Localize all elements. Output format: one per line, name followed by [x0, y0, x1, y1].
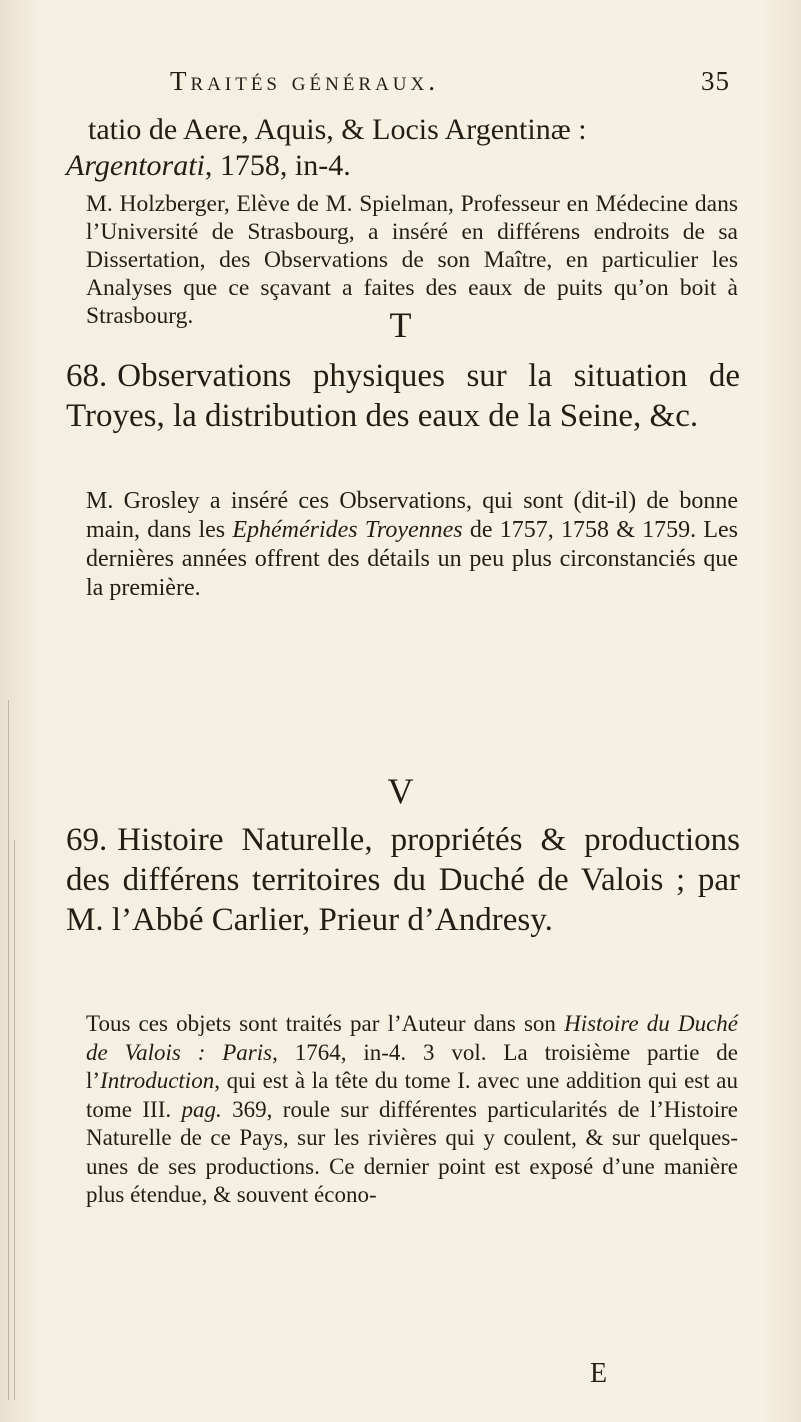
para2-text: M. Grosley a inséré ces Observations, qui sont (dit-il) de bonne main, dans les	[86, 488, 738, 543]
intro-place: Argentorati	[66, 149, 205, 182]
para3-italic: pag.	[181, 1096, 222, 1122]
signature-mark: E	[590, 1358, 608, 1389]
para3-text: , 1764, in-4. 3 vol. La troisième partie de l’	[86, 1039, 738, 1093]
paragraph-grosley	[66, 487, 738, 603]
intro-text	[66, 112, 736, 184]
entry-number: 68.	[66, 358, 108, 394]
para3-italic: Histoire du Duché de Valois : Paris	[86, 1011, 738, 1065]
intro-line-2	[66, 148, 736, 184]
section-letter-v: V	[387, 771, 414, 811]
intro-line-1: tatio de Aere, Aquis, & Locis Argentinæ :	[88, 113, 587, 146]
paragraph-carlier	[66, 1010, 738, 1210]
para3-italic: Introduction	[100, 1068, 215, 1093]
gutter-line	[14, 840, 15, 1400]
running-title: Traités généraux.	[170, 66, 439, 96]
running-head	[170, 66, 730, 97]
para3-text: Tous ces objets sont traités par l’Auteur dans son	[86, 1011, 565, 1036]
section-letter-t: T	[389, 305, 412, 345]
para2-text-end: de 1757, 1758 & 1759. Les dernières années offrent des détails un peu plus circonstanciés que la première.	[86, 517, 738, 601]
entry-title: Observations physiques sur la situation de Troyes, la distribution des eaux de la Seine, &c.	[66, 358, 740, 434]
page-number: 35	[701, 66, 730, 96]
paragraph-holzberger: M. Holzberger, Elève de M. Spielman, Professeur en Médecine dans l’Université de Strasbourg, a inséré en différens endroits de sa Dissertation, des Observations de son Maître, en particulier les Analyses que ce sçavant a faites des eaux de puits qu’on boit à Strasbourg.	[86, 191, 738, 329]
para2-italic: Ephémérides Troyennes	[232, 517, 463, 543]
intro-imprint: , 1758, in-4.	[204, 149, 351, 182]
entry-69	[66, 820, 740, 940]
entry-number: 69.	[66, 822, 108, 858]
para3-text: , qui est à la tête du tome I. avec une addition qui est au tome III.	[86, 1068, 738, 1122]
entry-68	[66, 356, 740, 436]
entry-title: Histoire Naturelle, propriétés & productions des différens territoires du Duché de Valois ; par M. l’Abbé Carlier, Prieur d’Andresy.	[66, 822, 740, 938]
para3-text: 369, roule sur différentes particularités de l’Histoire Naturelle de ce Pays, sur les rivières qui y coulent, & sur quelques-unes de ses productions. Ce dernier point est exposé d’une manière plus étendue, & souvent écono-	[86, 1096, 738, 1207]
